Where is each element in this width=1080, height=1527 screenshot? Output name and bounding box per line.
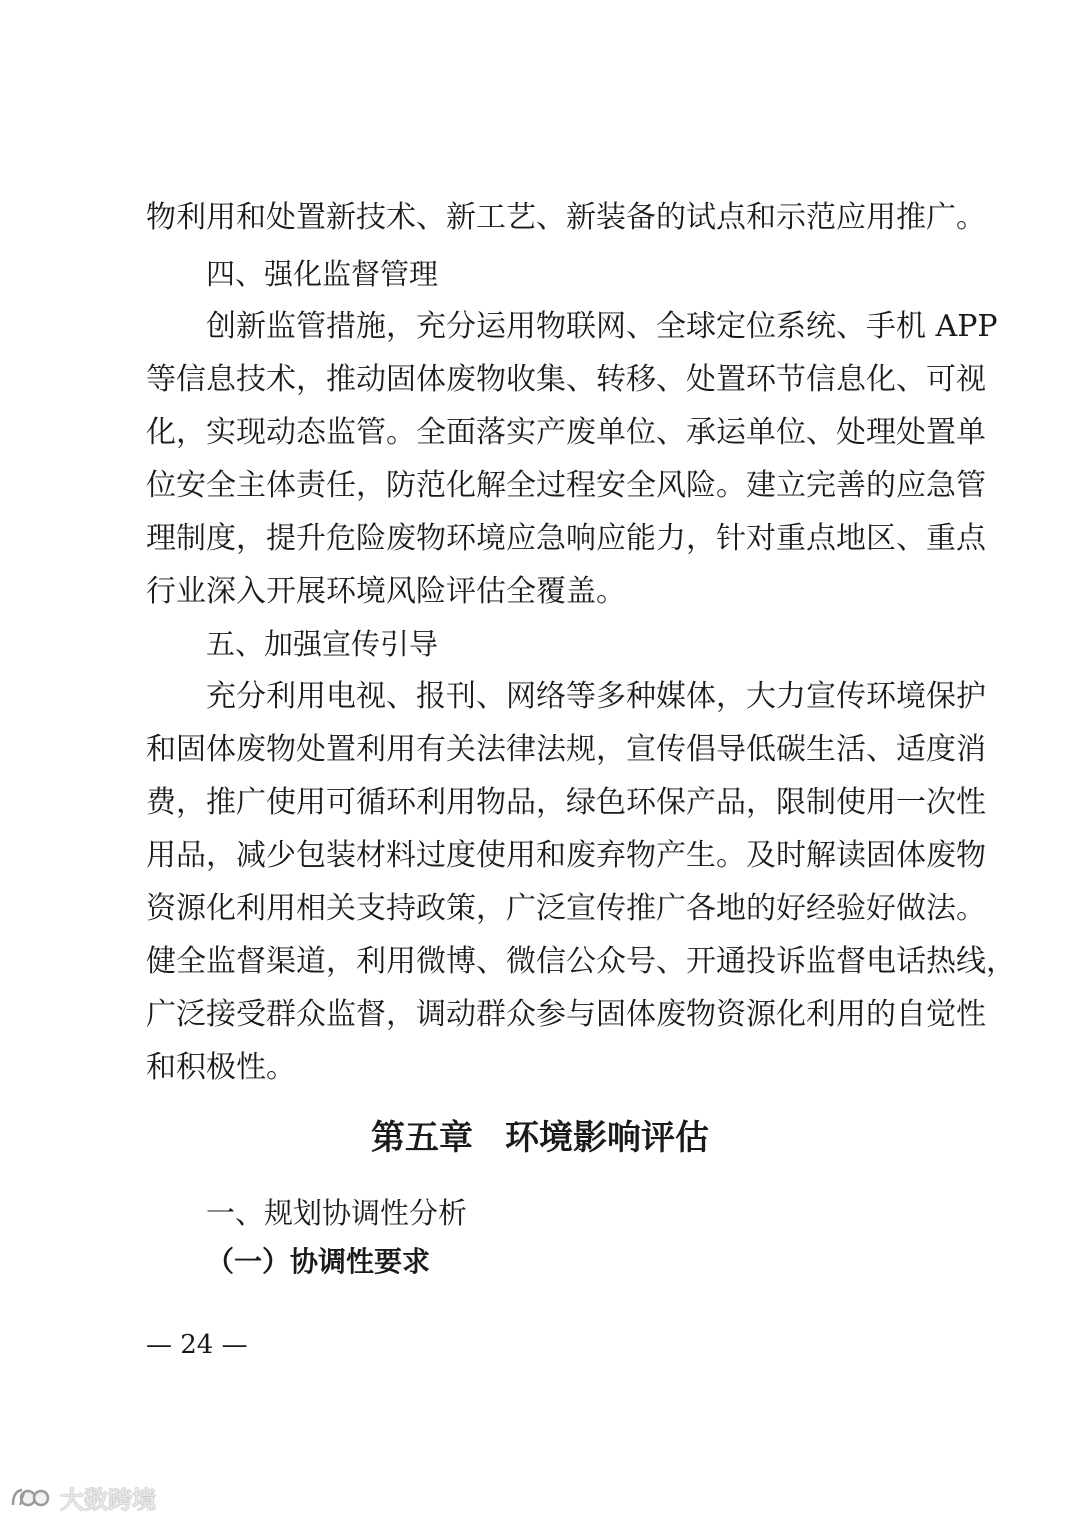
paragraph-line: 和积极性。 bbox=[146, 1050, 296, 1085]
paragraph-line: 物利用和处置新技术、新工艺、新装备的试点和示范应用推广。 bbox=[146, 200, 986, 235]
section-heading-5: 五、加强宣传引导 bbox=[206, 627, 439, 661]
watermark bbox=[10, 1480, 156, 1515]
page-number: — 24 — bbox=[146, 1330, 248, 1360]
dashuju-logo-icon bbox=[10, 1485, 54, 1511]
paragraph-line: 健全监督渠道，利用微博、微信公众号、开通投诉监督电话热线， bbox=[146, 944, 1016, 979]
paragraph-line: 费，推广使用可循环利用物品，绿色环保产品，限制使用一次性 bbox=[146, 785, 986, 820]
paragraph-line: 用品，减少包装材料过度使用和废弃物产生。及时解读固体废物 bbox=[146, 838, 986, 873]
watermark-text: 大数跨境 bbox=[60, 1486, 156, 1514]
chapter-title bbox=[0, 1118, 1080, 1158]
paragraph-line: 资源化利用相关支持政策，广泛宣传推广各地的好经验好做法。 bbox=[146, 891, 986, 926]
paragraph-line: 创新监管措施，充分运用物联网、全球定位系统、手机 APP bbox=[206, 309, 998, 344]
paragraph-line: 化，实现动态监管。全面落实产废单位、承运单位、处理处置单 bbox=[146, 415, 986, 450]
paragraph-line: 等信息技术，推动固体废物收集、转移、处置环节信息化、可视 bbox=[146, 362, 986, 397]
paragraph-line: 位安全主体责任，防范化解全过程安全风险。建立完善的应急管 bbox=[146, 468, 986, 503]
chapter-number: 第五章 bbox=[371, 1118, 473, 1158]
subsection-heading-1: （一）协调性要求 bbox=[206, 1245, 431, 1278]
section-heading-1: 一、规划协调性分析 bbox=[206, 1196, 468, 1230]
chapter-name: 环境影响评估 bbox=[505, 1118, 709, 1158]
paragraph-line: 和固体废物处置利用有关法律法规，宣传倡导低碳生活、适度消 bbox=[146, 732, 986, 767]
section-heading-4: 四、强化监督管理 bbox=[206, 257, 439, 291]
paragraph-line: 充分利用电视、报刊、网络等多种媒体，大力宣传环境保护 bbox=[206, 679, 986, 714]
paragraph-line: 广泛接受群众监督，调动群众参与固体废物资源化利用的自觉性 bbox=[146, 997, 986, 1032]
paragraph-line: 理制度，提升危险废物环境应急响应能力，针对重点地区、重点 bbox=[146, 521, 986, 556]
paragraph-line: 行业深入开展环境风险评估全覆盖。 bbox=[146, 574, 626, 609]
